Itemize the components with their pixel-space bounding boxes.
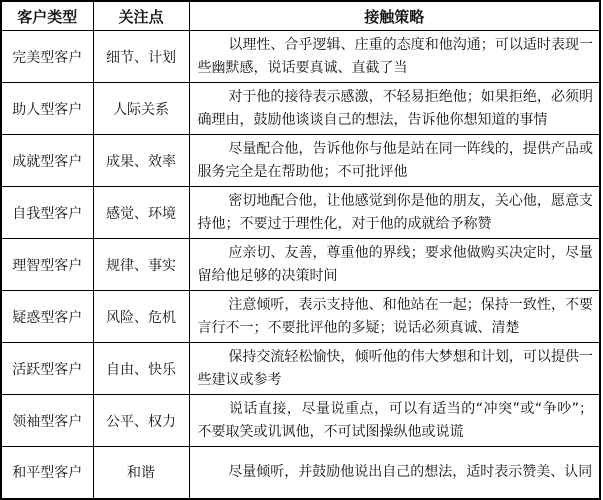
strategy-cell bbox=[189, 343, 600, 395]
focus-cell: 细节、计划 bbox=[93, 31, 189, 83]
strategy-text: 应亲切、友善，尊重他的界线；要求他做购买决定时，尽量留给他足够的决策时间 bbox=[197, 245, 593, 284]
strategy-cell bbox=[189, 31, 600, 83]
customer-type-cell: 完美型客户 bbox=[1, 31, 93, 83]
table-row bbox=[1, 343, 600, 395]
customer-type-cell: 助人型客户 bbox=[1, 83, 93, 135]
focus-cell: 公平、权力 bbox=[93, 395, 189, 447]
strategy-cell bbox=[189, 291, 600, 343]
focus-cell: 和谐 bbox=[93, 447, 189, 499]
strategy-cell bbox=[189, 395, 600, 447]
header-customer-type: 客户类型 bbox=[1, 1, 93, 31]
customer-type-cell: 领袖型客户 bbox=[1, 395, 93, 447]
strategy-text: 保持交流轻松愉快，倾听他的伟大梦想和计划，可以提供一些建议或参考 bbox=[197, 349, 593, 388]
strategy-cell bbox=[189, 187, 600, 239]
table-row bbox=[1, 83, 600, 135]
table-header-row bbox=[1, 1, 600, 31]
focus-cell: 人际关系 bbox=[93, 83, 189, 135]
customer-type-cell: 自我型客户 bbox=[1, 187, 93, 239]
header-strategy: 接触策略 bbox=[189, 1, 600, 31]
table-row bbox=[1, 239, 600, 291]
strategy-cell bbox=[189, 447, 600, 499]
customer-type-cell: 活跃型客户 bbox=[1, 343, 93, 395]
customer-type-cell: 和平型客户 bbox=[1, 447, 93, 499]
strategy-cell bbox=[189, 239, 600, 291]
table-row bbox=[1, 291, 600, 343]
table-row bbox=[1, 135, 600, 187]
strategy-text: 尽量倾听，并鼓励他说出自己的想法，适时表示赞美、认同 bbox=[228, 464, 593, 481]
strategy-cell bbox=[189, 135, 600, 187]
strategy-text: 以理性、合乎逻辑、庄重的态度和他沟通；可以适时表现一些幽默感，说话要真诚、直截了当 bbox=[197, 37, 593, 76]
customer-type-cell: 疑惑型客户 bbox=[1, 291, 93, 343]
strategy-text: 密切地配合他，让他感觉到你是他的朋友，关心他，愿意支持他；不要过于理性化，对于他的成就给予称赞 bbox=[197, 193, 593, 232]
focus-cell: 自由、快乐 bbox=[93, 343, 189, 395]
header-focus: 关注点 bbox=[93, 1, 189, 31]
focus-cell: 感觉、环境 bbox=[93, 187, 189, 239]
table-row bbox=[1, 447, 600, 499]
strategy-text: 对于他的接待表示感激，不轻易拒绝他；如果拒绝，必须明确理由，鼓励他谈谈自己的想法，告诉他你想知道的事情 bbox=[197, 89, 593, 128]
strategy-text: 尽量配合他，告诉他你与他是站在同一阵线的，提供产品或服务完全是在帮助他；不可批评他 bbox=[197, 141, 593, 180]
focus-cell: 风险、危机 bbox=[93, 291, 189, 343]
strategy-cell bbox=[189, 83, 600, 135]
focus-cell: 成果、效率 bbox=[93, 135, 189, 187]
strategy-text: 说话直接，尽量说重点，可以有适当的“冲突”或“争吵”；不要取笑或讥讽他，不可试图操纵他或说谎 bbox=[197, 401, 593, 440]
table-row bbox=[1, 187, 600, 239]
table-row bbox=[1, 395, 600, 447]
strategy-text: 注意倾听，表示支持他、和他站在一起；保持一致性，不要言行不一；不要批评他的多疑；说话必须真诚、清楚 bbox=[197, 297, 593, 336]
customer-type-cell: 理智型客户 bbox=[1, 239, 93, 291]
table-row bbox=[1, 31, 600, 83]
customer-type-cell: 成就型客户 bbox=[1, 135, 93, 187]
focus-cell: 规律、事实 bbox=[93, 239, 189, 291]
